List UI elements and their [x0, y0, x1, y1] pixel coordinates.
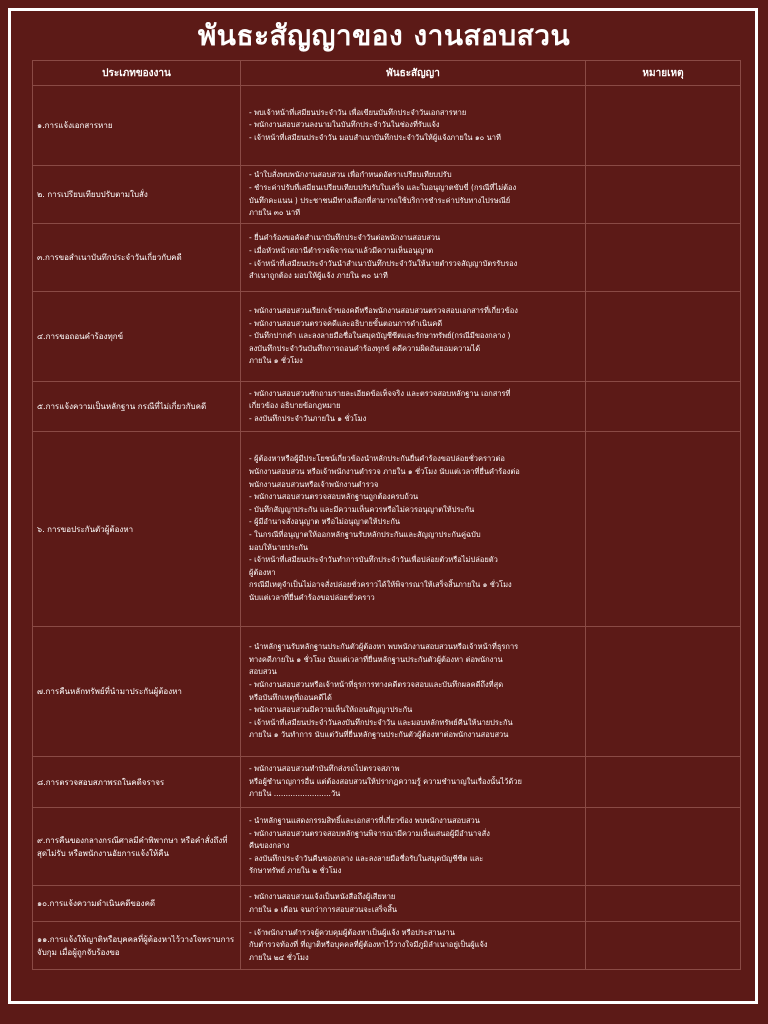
- promise-line: ภายใน ๒๔ ชั่วโมง: [249, 952, 309, 962]
- promise-line: - นำใบสั่งพบพนักงานสอบสวน เพื่อกำหนดอัตราเปรียบเทียบปรับ: [249, 170, 452, 180]
- page-title: พันธะสัญญาของ งานสอบสวน: [197, 19, 571, 52]
- promise-line: ภายใน ๑ เดือน จนกว่าการสอบสวนจะเสร็จสิ้น: [249, 904, 398, 914]
- table-row: [33, 382, 741, 432]
- promise-line: หรือผู้ชำนาญการอื่น แต่ต้องสอบสวนให้ปรากฏความรู้ ความชำนาญในเรื่องนั้นไว้ด้วย: [249, 776, 522, 786]
- table-row: [33, 886, 741, 922]
- promise-line: หรือบันทึกเหตุที่ถอนคดีได้: [249, 692, 332, 702]
- work-type-cell: ๗.การคืนหลักทรัพย์ที่นำมาประกันผู้ต้องหา: [33, 627, 241, 757]
- promise-line: - เจ้าหน้าที่เสมียนประจำวันลงบันทึกประจำวัน และมอบหลักทรัพย์คืนให้นายประกัน: [249, 717, 513, 727]
- promise-line: - เจ้าพนักงานตำรวจผู้ควบคุมผู้ต้องหาเป็นผู้แจ้ง หรือประสานงาน: [249, 927, 455, 937]
- promise-line: ทางคดีภายใน ๑ ชั่วโมง นับแต่เวลาที่ยื่นหลักฐานประกันตัวผู้ต้องหา ต่อพนักงาน: [249, 654, 503, 664]
- promise-line: คืนของกลาง: [249, 841, 290, 851]
- promise-line: - เจ้าหน้าที่เสมียนประจำวันนำสำเนาบันทึกประจำวันให้นายตำรวจสัญญาบัตรรับรอง: [249, 258, 518, 268]
- promise-line: - นำหลักฐานแสดงกรรมสิทธิ์และเอกสารที่เกี่ยวข้อง พบพนักงานสอบสวน: [249, 816, 480, 826]
- note-cell: [586, 922, 741, 970]
- promise-line: รักษาทรัพย์ ภายใน ๒ ชั่วโมง: [249, 866, 342, 876]
- promise-line: กรณีมีเหตุจำเป็นไม่อาจสั่งปล่อยชั่วคราวได้ให้พิจารณาให้เสร็จสิ้นภายใน ๑ ชั่วโมง: [249, 580, 512, 590]
- work-type-cell: ๓.การขอสำเนาบันทึกประจำวันเกี่ยวกับคดี: [33, 224, 241, 292]
- promise-cell: [241, 627, 586, 757]
- promise-line: ภายใน ๑ วันทำการ นับแต่วันที่ยื่นหลักฐานประกันตัวผู้ต้องหาต่อพนักงานสอบสวน: [249, 730, 509, 740]
- table-row: [33, 757, 741, 808]
- table-row: [33, 86, 741, 166]
- promise-line: - พนักงานสอบสวนตรวจสอบหลักฐานถูกต้องครบถ้วน: [249, 492, 419, 502]
- promise-line: - พนักงานสอบสวนเรียกเจ้าของคดีหรือพนักงานสอบสวนตรวจสอบเอกสารที่เกี่ยวข้อง: [249, 306, 518, 316]
- work-type-cell: ๔.การขอถอนคำร้องทุกข์: [33, 292, 241, 382]
- promise-line: - พนักงานสอบสวนมีความเห็นให้ถอนสัญญาประกัน: [249, 705, 413, 715]
- promise-line: - นำหลักฐานรับหลักฐานประกันตัวผู้ต้องหา พบพนักงานสอบสวนหรือเจ้าหน้าที่ธุรการ: [249, 642, 519, 652]
- promise-cell: [241, 224, 586, 292]
- promise-line: ผู้ต้องหา: [249, 567, 276, 577]
- table-row: [33, 808, 741, 886]
- promise-line: - เจ้าหน้าที่เสมียนประจำวันทำการบันทึกประจำวันเพื่อปล่อยตัวหรือไม่ปล่อยตัว: [249, 555, 498, 565]
- promise-line: - เจ้าหน้าที่เสมียนประจำวัน มอบสำเนาบันทึกประจำวันให้ผู้แจ้งภายใน ๑๐ นาที: [249, 132, 501, 142]
- work-type-cell: ๙.การคืนของกลางกรณีศาลมีคำพิพากษา หรือคำสั่งถึงที่สุดไม่รับ หรือพนักงานอัยการแจ้งให้คืน: [33, 808, 241, 886]
- promise-line: - พนักงานสอบสวนซักถามรายละเอียดข้อเท็จจริง และตรวจสอบหลักฐาน เอกสารที่: [249, 388, 511, 398]
- note-cell: [586, 86, 741, 166]
- promise-line: สำเนาถูกต้อง มอบให้ผู้แจ้ง ภายใน ๓๐ นาที: [249, 271, 388, 281]
- header-type: ประเภทของงาน: [33, 61, 241, 86]
- table-row: [33, 627, 741, 757]
- promise-line: ลงบันทึกประจำวันบันทึกการถอนคำร้องทุกข์ คดีความผิดอันยอมความได้: [249, 343, 481, 353]
- promise-line: - พนักงานสอบสวนทำบันทึกส่งรถไปตรวจสภาพ: [249, 764, 400, 774]
- promise-line: - พบเจ้าหน้าที่เสมียนประจำวัน เพื่อเขียนบันทึกประจำวันเอกสารหาย: [249, 107, 467, 117]
- work-type-cell: ๒. การเปรียบเทียบปรับตามใบสั่ง: [33, 166, 241, 224]
- promise-cell: [241, 757, 586, 808]
- promise-cell: [241, 432, 586, 627]
- promise-line: มอบให้นายประกัน: [249, 542, 309, 552]
- note-cell: [586, 886, 741, 922]
- work-type-cell: ๑.การแจ้งเอกสารหาย: [33, 86, 241, 166]
- promise-cell: [241, 382, 586, 432]
- promise-line: - บันทึกปากคำ และลงลายมือชื่อในสมุดบัญชีซีตและรักษาทรัพย์(กรณีมีของกลาง ): [249, 331, 511, 341]
- promise-line: พนักงานสอบสวนหรือเจ้าพนักงานตำรวจ: [249, 479, 379, 489]
- work-type-cell: ๑๑.การแจ้งให้ญาติหรือบุคคลที่ผู้ต้องหาไว้วางใจทราบการจับกุม เมื่อผู้ถูกจับร้องขอ: [33, 922, 241, 970]
- table-row: [33, 292, 741, 382]
- note-cell: [586, 224, 741, 292]
- service-promise-table: [32, 60, 741, 970]
- note-cell: [586, 292, 741, 382]
- promise-cell: [241, 292, 586, 382]
- table-row: [33, 166, 741, 224]
- promise-line: - พนักงานสอบสวนตรวจสอบหลักฐานพิจารณามีความเห็นเสนอผู้มีอำนาจสั่ง: [249, 828, 490, 838]
- promise-line: กับตำรวจท้องที่ ที่ญาติหรือบุคคลที่ผู้ต้องหาไว้วางใจมีภูมิลำเนาอยู่เป็นผู้แจ้ง: [249, 940, 488, 950]
- promise-line: เกี่ยวข้อง อธิบายข้อกฎหมาย: [249, 401, 341, 411]
- table-row: [33, 224, 741, 292]
- promise-cell: [241, 886, 586, 922]
- promise-line: - ยื่นคำร้องขอคัดสำเนาบันทึกประจำวันต่อพนักงานสอบสวน: [249, 233, 441, 243]
- table-header-row: [33, 61, 741, 86]
- promise-cell: [241, 86, 586, 166]
- work-type-cell: ๖. การขอประกันตัวผู้ต้องหา: [33, 432, 241, 627]
- note-cell: [586, 166, 741, 224]
- work-type-cell: ๕.การแจ้งความเป็นหลักฐาน กรณีที่ไม่เกี่ยวกับคดี: [33, 382, 241, 432]
- promise-cell: [241, 808, 586, 886]
- promise-line: - ผู้มีอำนาจสั่งอนุญาต หรือไม่อนุญาตให้ประกัน: [249, 517, 400, 527]
- work-type-cell: ๑๐.การแจ้งความดำเนินคดีของคดี: [33, 886, 241, 922]
- header-promise: พันธะสัญญา: [241, 61, 586, 86]
- promise-line: - ลงบันทึกประจำวันคืนของกลาง และลงลายมือชื่อรับในสมุดบัญชีซีต และ: [249, 853, 484, 863]
- work-type-cell: ๘.การตรวจสอบสภาพรถในคดีจราจร: [33, 757, 241, 808]
- table-row: [33, 432, 741, 627]
- promise-line: ภายใน ๓๐ นาที: [249, 208, 301, 218]
- promise-line: - พนักงานสอบสวนแจ้งเป็นหนังสือถึงผู้เสียหาย: [249, 891, 396, 901]
- header-note: หมายเหตุ: [586, 61, 741, 86]
- promise-line: - บันทึกสัญญาประกัน และมีความเห็นควรหรือไม่ควรอนุญาตให้ประกัน: [249, 504, 475, 514]
- promise-line: - ในกรณีที่อนุญาตให้ออกหลักฐานรับหลักประกันและสัญญาประกันคู่ฉบับ: [249, 530, 481, 539]
- promise-cell: [241, 166, 586, 224]
- note-cell: [586, 808, 741, 886]
- promise-line: - พนักงานสอบสวนหรือเจ้าหน้าที่ธุรการทางคดีตรวจสอบและบันทึกผลคดีถึงที่สุด: [249, 679, 504, 689]
- promise-cell: [241, 922, 586, 970]
- promise-line: - พนักงานสอบสวนลงนามในบันทึกประจำวันในช่องที่รับแจ้ง: [249, 120, 440, 130]
- promise-line: - ผู้ต้องหาหรือผู้มีประโยชน์เกี่ยวข้องนำหลักประกันยื่นคำร้องขอปล่อยชั่วคราวต่อ: [249, 454, 505, 464]
- note-cell: [586, 757, 741, 808]
- promise-line: - ชำระค่าปรับที่เสมียนเปรียบเทียบปรับรับใบเสร็จ และใบอนุญาตขับขี่ (กรณีที่ไม่ต้อง: [249, 182, 517, 192]
- promise-line: - พนักงานสอบสวนตรวจคดีและอธิบายขั้นตอนการดำเนินคดี: [249, 318, 443, 328]
- note-cell: [586, 432, 741, 627]
- promise-line: - เมื่อหัวหน้าสถานีตำรวจพิจารณาแล้วมีความเห็นอนุญาต: [249, 245, 434, 255]
- note-cell: [586, 627, 741, 757]
- promise-line: ภายใน ........................วัน: [249, 789, 341, 799]
- table-row: [33, 922, 741, 970]
- promise-line: บันทึกคะแนน ) ประชาชนมีทางเลือกที่สามารถใช้บริการชำระค่าปรับทางไปรษณีย์: [249, 195, 511, 205]
- promise-line: สอบสวน: [249, 667, 277, 677]
- promise-line: นับแต่เวลาที่ยื่นคำร้องขอปล่อยชั่วคราว: [249, 592, 375, 602]
- promise-line: - ลงบันทึกประจำวันภายใน ๑ ชั่วโมง: [249, 413, 367, 423]
- note-cell: [586, 382, 741, 432]
- promise-line: ภายใน ๑ ชั่วโมง: [249, 356, 303, 366]
- promise-line: พนักงานสอบสวน หรือเจ้าพนักงานตำรวจ ภายใน ๑ ชั่วโมง นับแต่เวลาที่ยื่นคำร้องต่อ: [249, 467, 520, 477]
